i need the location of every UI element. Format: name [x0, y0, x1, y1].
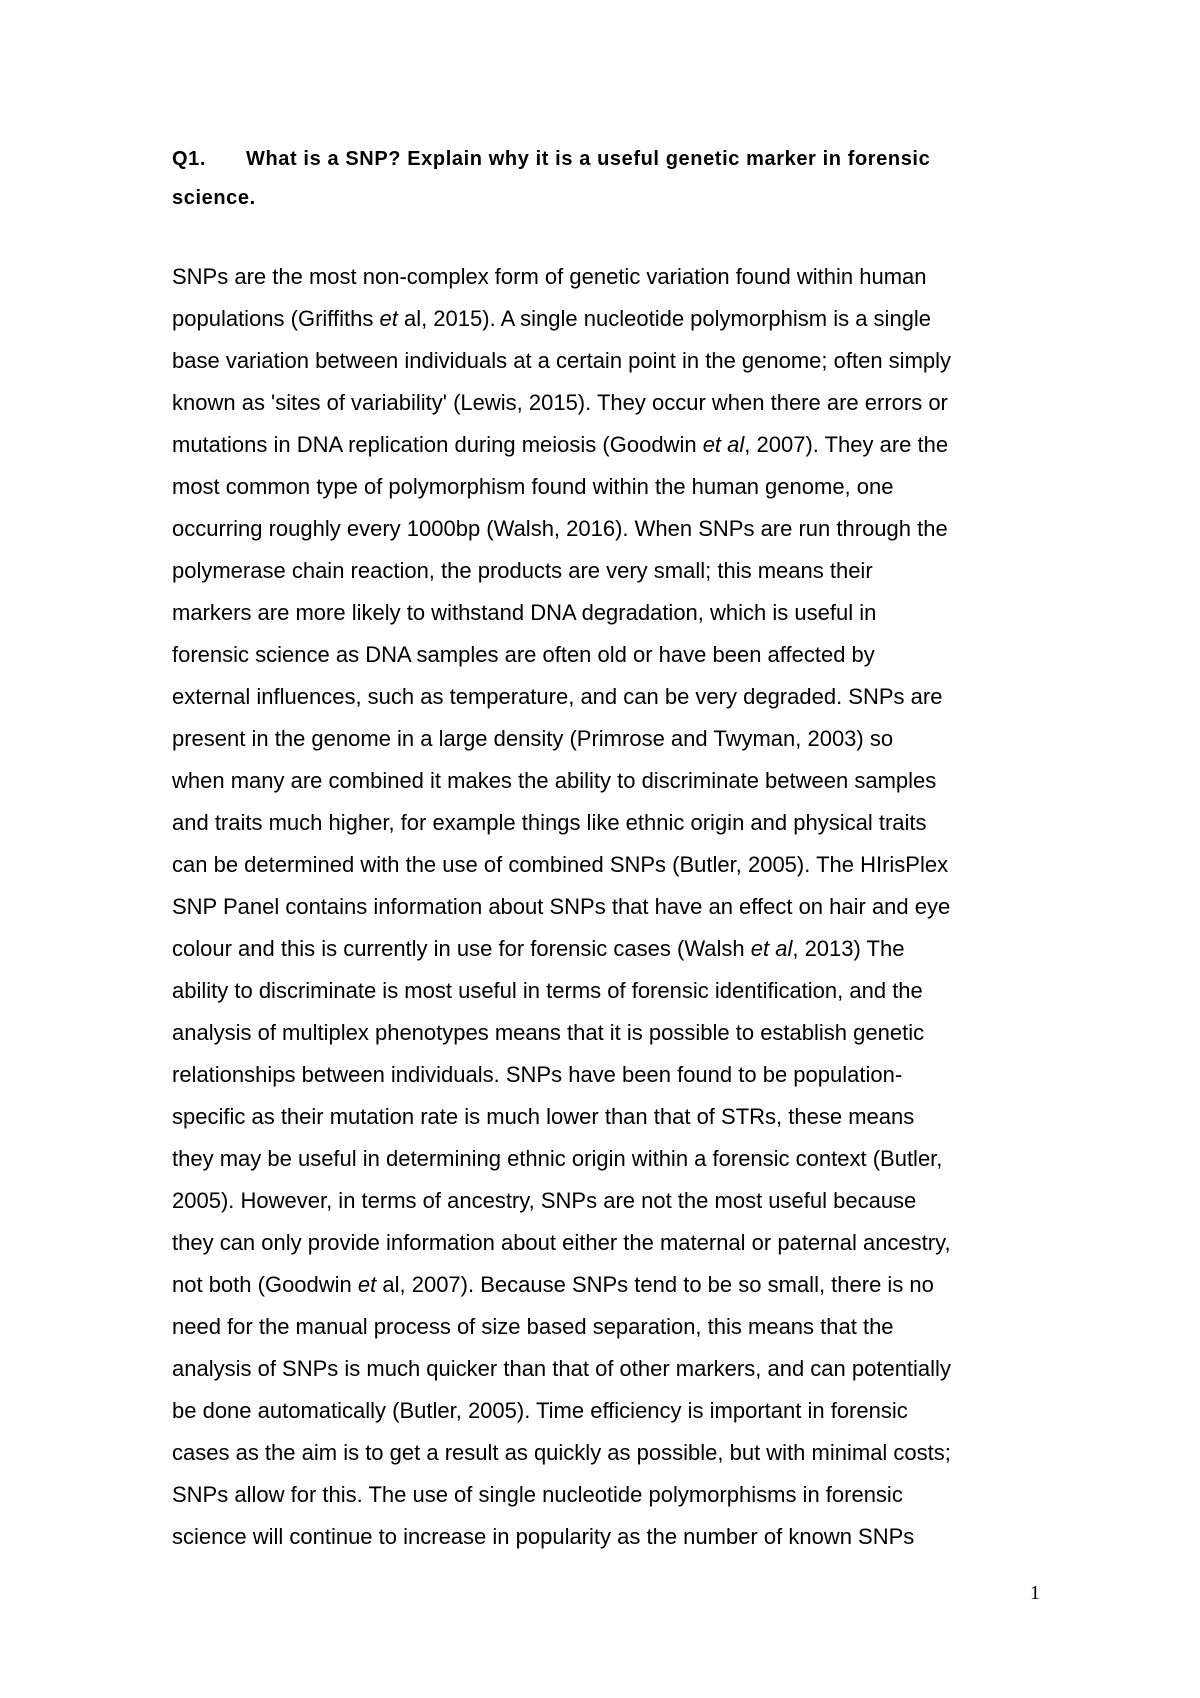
line-text: specific as their mutation rate is much lower than that of STRs, these means — [172, 1104, 915, 1129]
paragraph-line — [172, 634, 1044, 676]
line-text: be done automatically (Butler, 2005). Time efficiency is important in forensic — [172, 1398, 908, 1423]
line-text: not both (Goodwin — [172, 1272, 358, 1297]
paragraph-line — [172, 886, 1044, 928]
line-text: colour and this is currently in use for forensic cases (Walsh — [172, 936, 751, 961]
paragraph-line — [172, 1054, 1044, 1096]
paragraph-line — [172, 1516, 1044, 1558]
paragraph-line — [172, 1264, 1044, 1306]
paragraph-line — [172, 382, 1044, 424]
line-text: most common type of polymorphism found within the human genome, one — [172, 474, 894, 499]
paragraph-line — [172, 802, 1044, 844]
paragraph-line — [172, 1474, 1044, 1516]
line-text: analysis of multiplex phenotypes means that it is possible to establish genetic — [172, 1020, 925, 1045]
answer-paragraph — [172, 256, 1044, 1558]
italic-citation-text: et — [379, 306, 398, 331]
paragraph-line — [172, 340, 1044, 382]
line-text: cases as the aim is to get a result as quickly as possible, but with minimal costs; — [172, 1440, 951, 1465]
question-number: Q1. — [172, 148, 207, 170]
line-text: mutations in DNA replication during meiosis (Goodwin — [172, 432, 703, 457]
question-text: What is a SNP? Explain why it is a useful genetic marker in forensic — [246, 148, 931, 170]
paragraph-line — [172, 256, 1044, 298]
line-text: need for the manual process of size based separation, this means that the — [172, 1314, 894, 1339]
paragraph-line — [172, 424, 1044, 466]
line-text: SNPs allow for this. The use of single nucleotide polymorphisms in forensic — [172, 1482, 903, 1507]
line-text: science will continue to increase in popularity as the number of known SNPs — [172, 1524, 915, 1549]
paragraph-line — [172, 1390, 1044, 1432]
line-text: , 2007). They are the — [744, 432, 949, 457]
paragraph-line — [172, 1348, 1044, 1390]
line-text: occurring roughly every 1000bp (Walsh, 2016). When SNPs are run through the — [172, 516, 948, 541]
page-number: 1 — [1030, 1582, 1040, 1604]
line-text: can be determined with the use of combined SNPs (Butler, 2005). The HIrisPlex — [172, 852, 949, 877]
paragraph-line — [172, 1306, 1044, 1348]
question-heading — [172, 140, 1052, 218]
paragraph-line — [172, 718, 1044, 760]
paragraph-line — [172, 466, 1044, 508]
paragraph-line — [172, 1138, 1044, 1180]
line-text: SNP Panel contains information about SNPs that have an effect on hair and eye — [172, 894, 951, 919]
paragraph-line — [172, 1180, 1044, 1222]
line-text: forensic science as DNA samples are often old or have been affected by — [172, 642, 875, 667]
line-text: relationships between individuals. SNPs have been found to be population- — [172, 1062, 903, 1087]
line-text: 2005). However, in terms of ancestry, SNPs are not the most useful because — [172, 1188, 917, 1213]
question-line-1 — [172, 140, 1052, 179]
paragraph-line — [172, 550, 1044, 592]
paragraph-line — [172, 928, 1044, 970]
line-text: base variation between individuals at a certain point in the genome; often simply — [172, 348, 952, 373]
line-text: they may be useful in determining ethnic origin within a forensic context (Butler, — [172, 1146, 943, 1171]
line-text: al, 2015). A single nucleotide polymorphism is a single — [397, 306, 932, 331]
paragraph-line — [172, 1012, 1044, 1054]
line-text: external influences, such as temperature, and can be very degraded. SNPs are — [172, 684, 943, 709]
italic-citation-text: et al — [702, 432, 745, 457]
paragraph-line — [172, 508, 1044, 550]
line-text: markers are more likely to withstand DNA degradation, which is useful in — [172, 600, 877, 625]
question-line-2: science. — [172, 187, 256, 209]
paragraph-line — [172, 298, 1044, 340]
line-text: analysis of SNPs is much quicker than that of other markers, and can potentially — [172, 1356, 951, 1381]
paragraph-line — [172, 1222, 1044, 1264]
italic-citation-text: et al — [750, 936, 793, 961]
line-text: they can only provide information about either the maternal or paternal ancestry, — [172, 1230, 951, 1255]
line-text: SNPs are the most non-complex form of genetic variation found within human — [172, 264, 927, 289]
paragraph-line — [172, 676, 1044, 718]
line-text: and traits much higher, for example things like ethnic origin and physical traits — [172, 810, 927, 835]
paragraph-line — [172, 592, 1044, 634]
line-text: al, 2007). Because SNPs tend to be so small, there is no — [376, 1272, 934, 1297]
paragraph-line — [172, 1432, 1044, 1474]
paragraph-line — [172, 970, 1044, 1012]
line-text: when many are combined it makes the ability to discriminate between samples — [172, 768, 937, 793]
paragraph-line — [172, 760, 1044, 802]
line-text: ability to discriminate is most useful in terms of forensic identification, and the — [172, 978, 923, 1003]
paragraph-line — [172, 844, 1044, 886]
paragraph-line — [172, 1096, 1044, 1138]
italic-citation-text: et — [357, 1272, 377, 1297]
line-text: present in the genome in a large density (Primrose and Twyman, 2003) so — [172, 726, 894, 751]
line-text: known as 'sites of variability' (Lewis, 2015). They occur when there are errors or — [172, 390, 948, 415]
line-text: populations (Griffiths — [172, 306, 380, 331]
line-text: polymerase chain reaction, the products are very small; this means their — [172, 558, 873, 583]
line-text: , 2013) The — [792, 936, 905, 961]
